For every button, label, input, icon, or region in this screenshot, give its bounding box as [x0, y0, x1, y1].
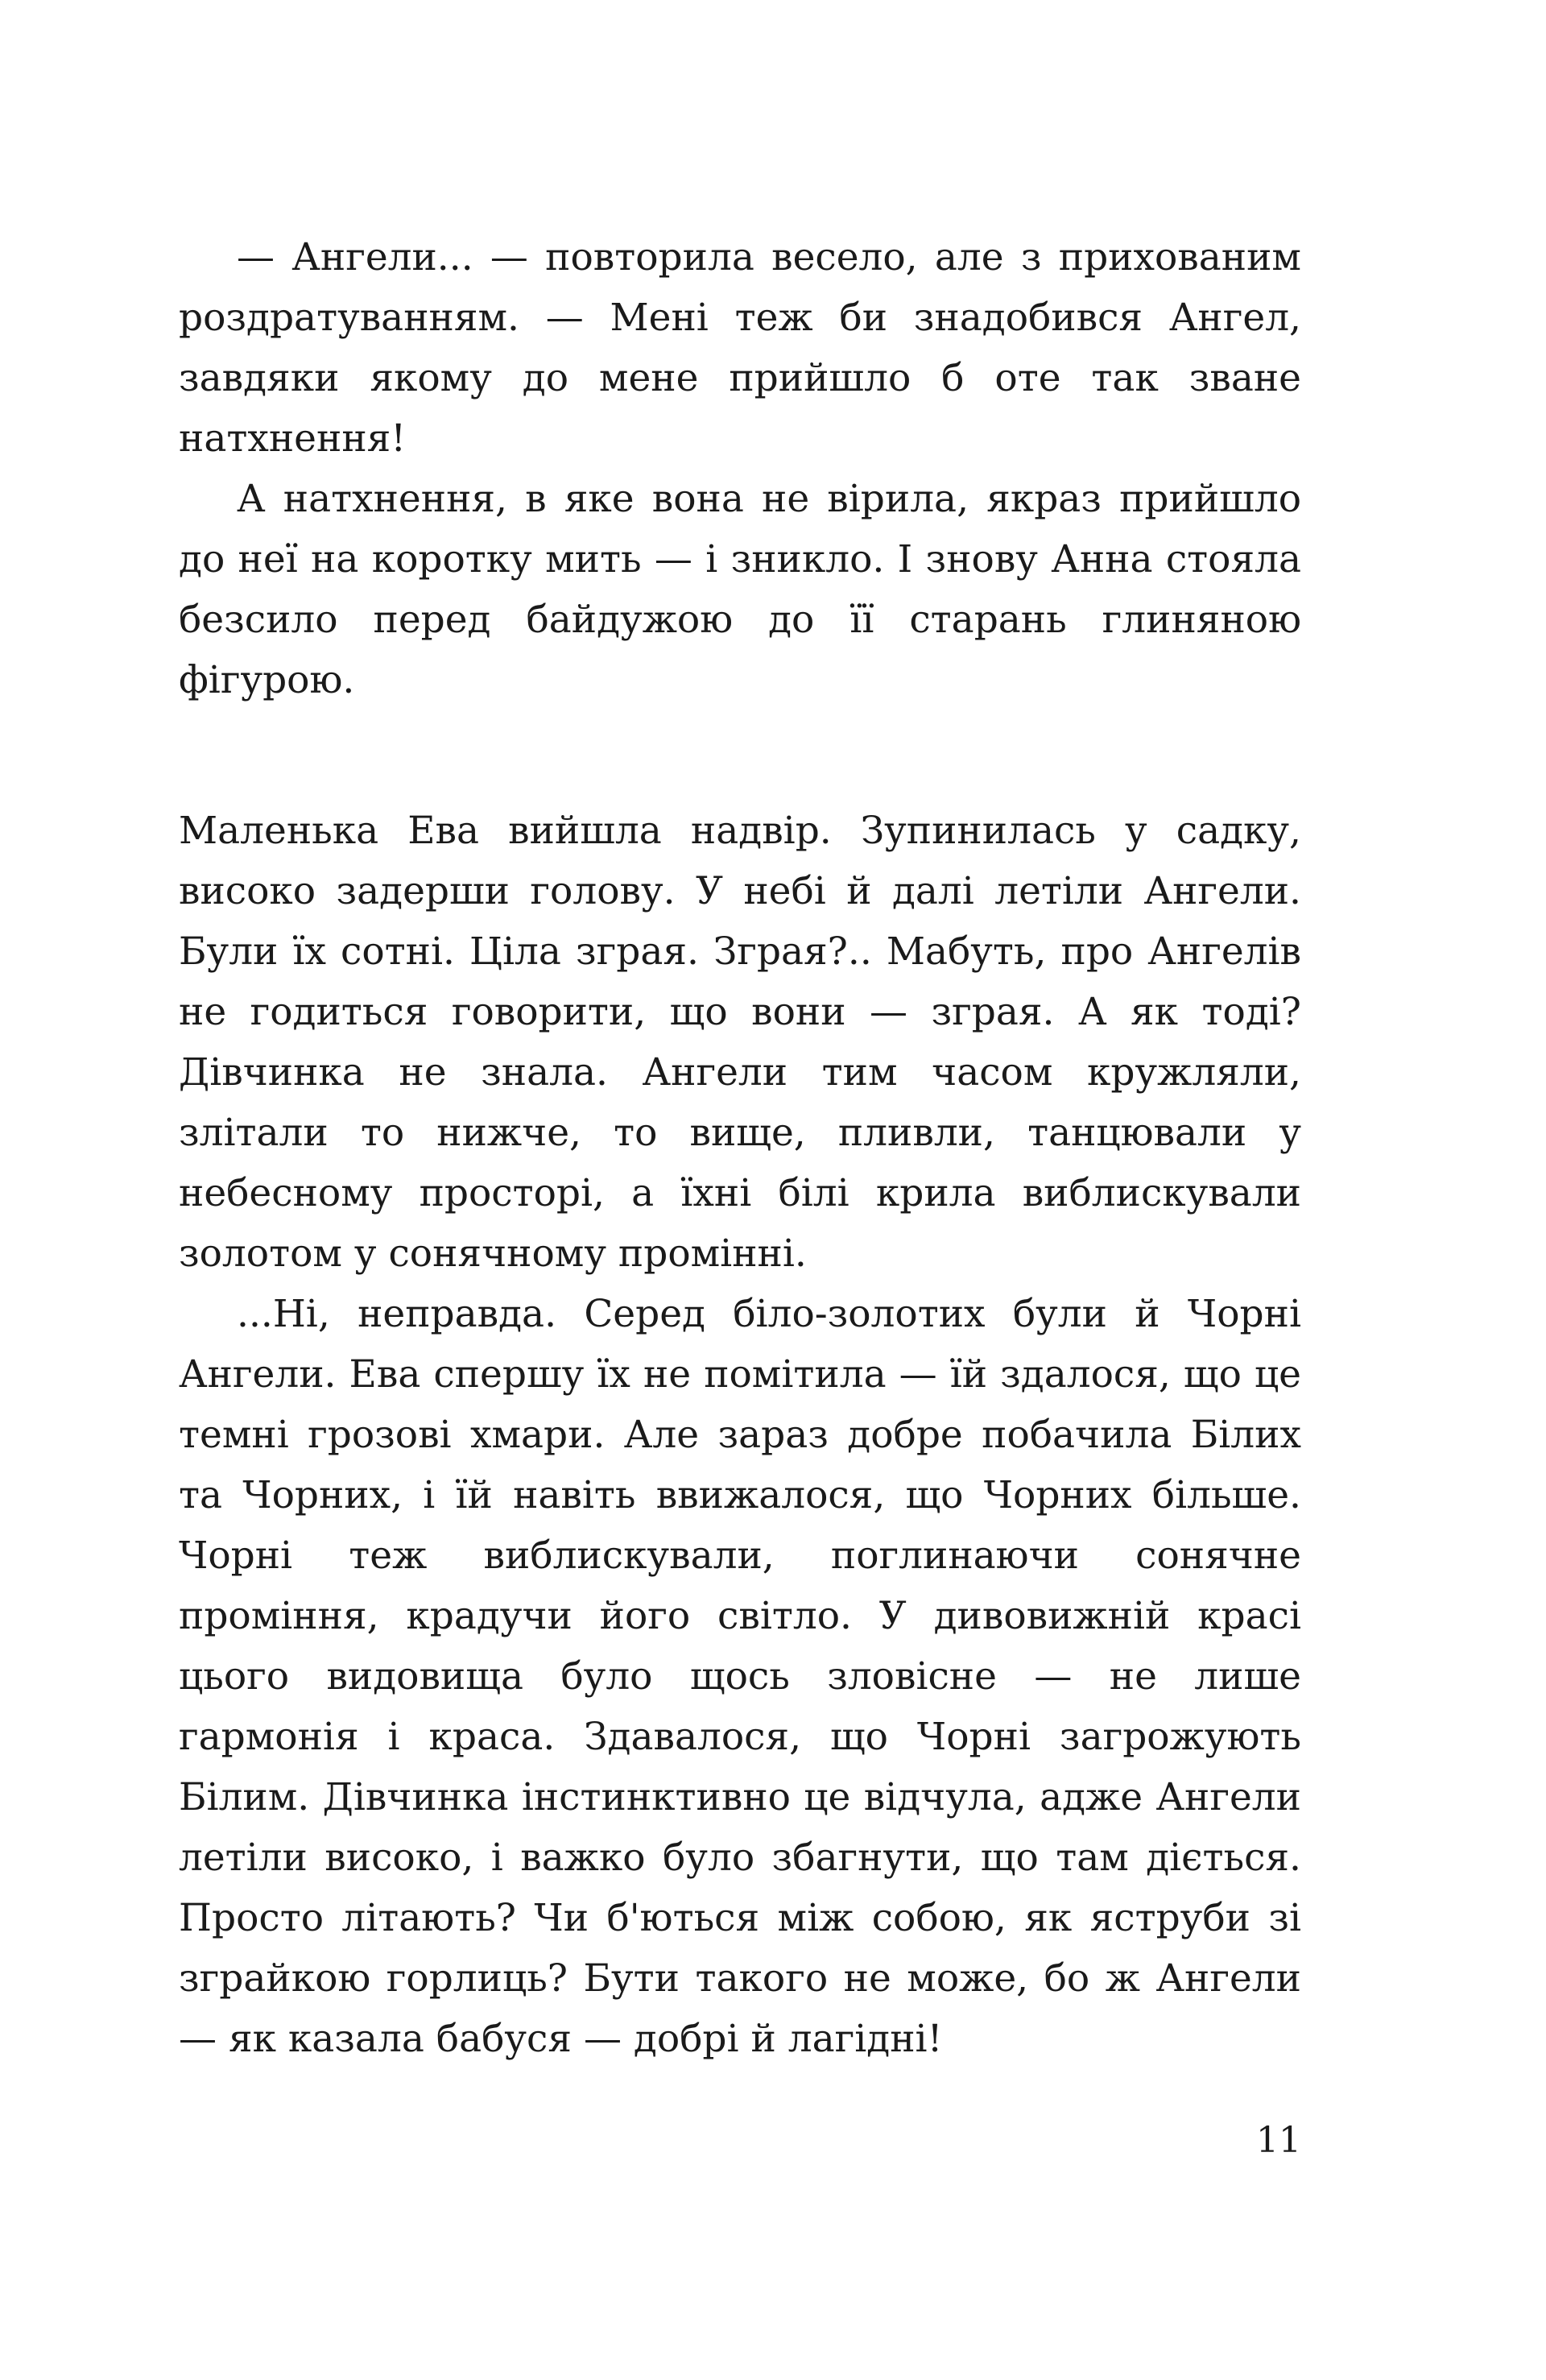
paragraph-eva-garden: Маленька Ева вийшла надвір. Зупинилась у садку, високо задерши голову. У небі й далі летіли Ангели. Були їх сотні. Ціла зграя. Зграя?.. Мабуть, про Ангелів не годиться говорити, що вони — зграя. А як тоді? Дівчинка не знала. Ангели тим часом кружляли, злітали то нижче, то вище, пливли, танцювали у небесному просторі, а їхні білі крила виблискували золотом у сонячному промінні. [179, 809, 1301, 1276]
paragraph-black-angels: ...Ні, неправда. Серед біло-золотих були й Чорні Ангели. Ева спершу їх не помітила — їй здалося, що це темні грозові хмари. Але зараз добре побачила Білих та Чорних, і їй навіть ввижалося, що Чорних більше. Чорні теж виблискували, поглинаючи сонячне проміння, крадучи його світло. У дивовижній красі цього видовища було щось зловісне — не лише гармонія і краса. Здавалося, що Чорні загрожують Білим. Дівчинка інстинктивно це відчула, адже Ангели летіли високо, і важко було збагнути, що там діється. Просто літають? Чи б'ються між собою, як яструби зі зграйкою горлиць? Бути такого не може, бо ж Ангели — як казала бабуся — добрі й лагідні! [179, 1292, 1301, 2061]
paragraph-inspiration: А натхнення, в яке вона не вірила, якраз прийшло до неї на коротку мить — і зникло. І знову Анна стояла безсило перед байдужою до її старань глиняною фігурою. [179, 477, 1301, 702]
page-body [179, 227, 1301, 2069]
page-number: 11 [1256, 2120, 1301, 2161]
paragraph-dialogue: — Ангели... — повторила весело, але з прихованим роздратуванням. — Мені теж би знадобився Ангел, завдяки якому до мене прийшло б оте так зване натхнення! [179, 235, 1301, 461]
